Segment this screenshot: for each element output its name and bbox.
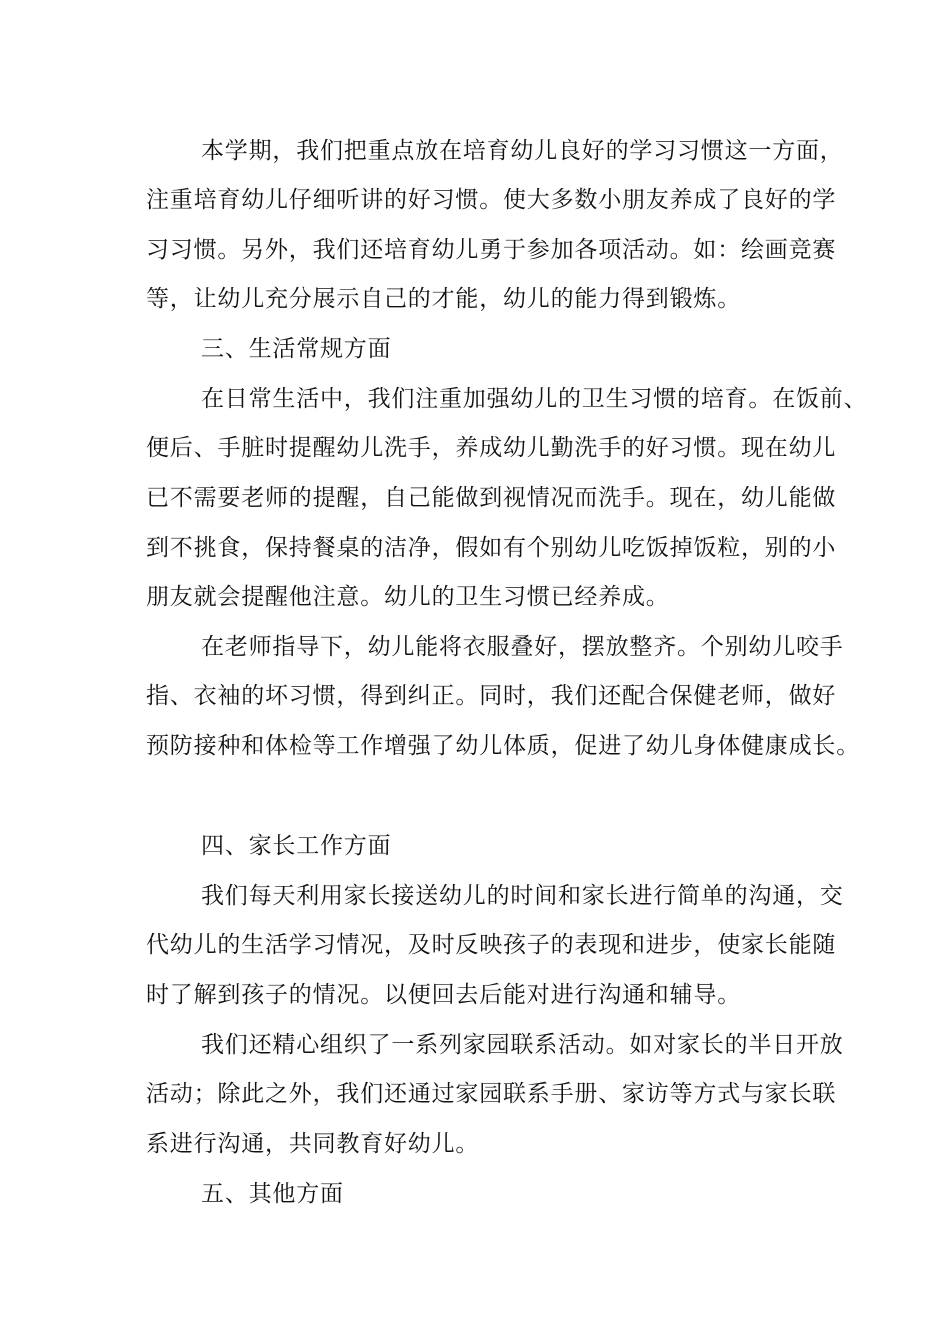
paragraph-line: 朋友就会提醒他注意。幼儿的卫生习惯已经养成。 bbox=[146, 584, 670, 610]
section-heading: 四、家长工作方面 bbox=[201, 833, 392, 859]
section-heading: 五、其他方面 bbox=[201, 1181, 344, 1207]
paragraph-line: 预防接种和体检等工作增强了幼儿体质，促进了幼儿身体健康成长。 bbox=[146, 733, 860, 759]
paragraph-line: 活动；除此之外，我们还通过家园联系手册、家访等方式与家长联 bbox=[146, 1081, 837, 1107]
paragraph-line: 注重培育幼儿仔细听讲的好习惯。使大多数小朋友养成了良好的学 bbox=[146, 187, 837, 213]
paragraph-line: 在老师指导下，幼儿能将衣服叠好，摆放整齐。个别幼儿咬手 bbox=[201, 634, 844, 660]
paragraph-line: 系进行沟通，共同教育好幼儿。 bbox=[146, 1131, 480, 1157]
paragraph-line: 本学期，我们把重点放在培育幼儿良好的学习习惯这一方面， bbox=[201, 138, 844, 164]
paragraph-line: 便后、手脏时提醒幼儿洗手，养成幼儿勤洗手的好习惯。现在幼儿 bbox=[146, 435, 837, 461]
paragraph-line: 在日常生活中，我们注重加强幼儿的卫生习惯的培育。在饭前、 bbox=[201, 386, 868, 412]
paragraph-line: 时了解到孩子的情况。以便回去后能对进行沟通和辅导。 bbox=[146, 982, 741, 1008]
paragraph-line: 习习惯。另外，我们还培育幼儿勇于参加各项活动。如：绘画竞赛 bbox=[146, 237, 837, 263]
paragraph-line: 指、衣袖的坏习惯，得到纠正。同时，我们还配合保健老师，做好 bbox=[146, 683, 837, 709]
paragraph-line: 我们每天利用家长接送幼儿的时间和家长进行简单的沟通，交 bbox=[201, 883, 844, 909]
paragraph-line: 代幼儿的生活学习情况，及时反映孩子的表现和进步，使家长能随 bbox=[146, 932, 837, 958]
paragraph-line: 已不需要老师的提醒，自己能做到视情况而洗手。现在，幼儿能做 bbox=[146, 485, 837, 511]
paragraph-line: 等，让幼儿充分展示自己的才能，幼儿的能力得到锻炼。 bbox=[146, 286, 741, 312]
paragraph-line: 到不挑食，保持餐桌的洁净，假如有个别幼儿吃饭掉饭粒，别的小 bbox=[146, 535, 837, 561]
paragraph-line: 我们还精心组织了一系列家园联系活动。如对家长的半日开放 bbox=[201, 1032, 844, 1058]
section-heading: 三、生活常规方面 bbox=[201, 336, 392, 362]
